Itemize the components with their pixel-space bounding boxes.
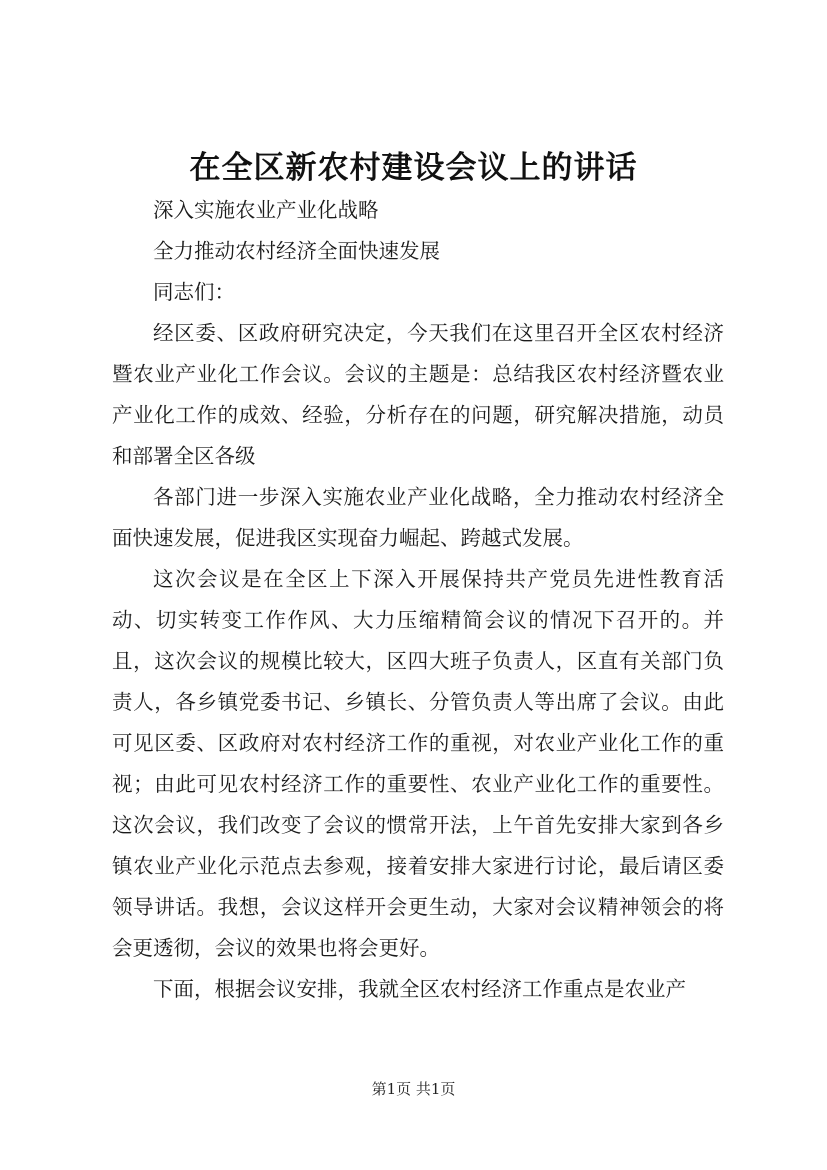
paragraph-2: 各部门进一步深入实施农业产业化战略，全力推动农村经济全面快速发展，促进我区实现奋力崛起、跨越式发展。 [112,485,724,550]
paragraph-1: 经区委、区政府研究决定，今天我们在这里召开全区农村经济暨农业产业化工作会议。会议的主题是：总结我区农村经济暨农业产业化工作的成效、经验，分析存在的问题，研究解决措施，动员和部署全区各级 [112,321,724,468]
subtitle-line-1: 深入实施农业产业化战略 [153,198,379,222]
document-body [112,190,724,1010]
paragraph-3: 这次会议是在全区上下深入开展保持共产党员先进性教育活动、切实转变工作作风、大力压缩精简会议的情况下召开的。并且，这次会议的规模比较大，区四大班子负责人，区直有关部门负责人，各乡镇党委书记、乡镇长、分管负责人等出席了会议。由此可见区委、区政府对农村经济工作的重视，对农业产业化工作的重视；由此可见农村经济工作的重要性、农业产业化工作的重要性。这次会议，我们改变了会议的惯常开法，上午首先安排大家到各乡镇农业产业化示范点去参观，接着安排大家进行讨论，最后请区委领导讲话。我想，会议这样开会更生动，大家对会议精神领会的将会更透彻，会议的效果也将会更好。 [112,567,724,960]
subtitle-line-2: 全力推动农村经济全面快速发展 [153,239,440,263]
document-title: 在全区新农村建设会议上的讲话 [189,150,638,186]
page-number-footer: 第1页 共1页 [371,1080,456,1098]
paragraph-4: 下面，根据会议安排，我就全区农村经济工作重点是农业产 [153,977,686,1001]
salutation: 同志们： [153,280,235,304]
